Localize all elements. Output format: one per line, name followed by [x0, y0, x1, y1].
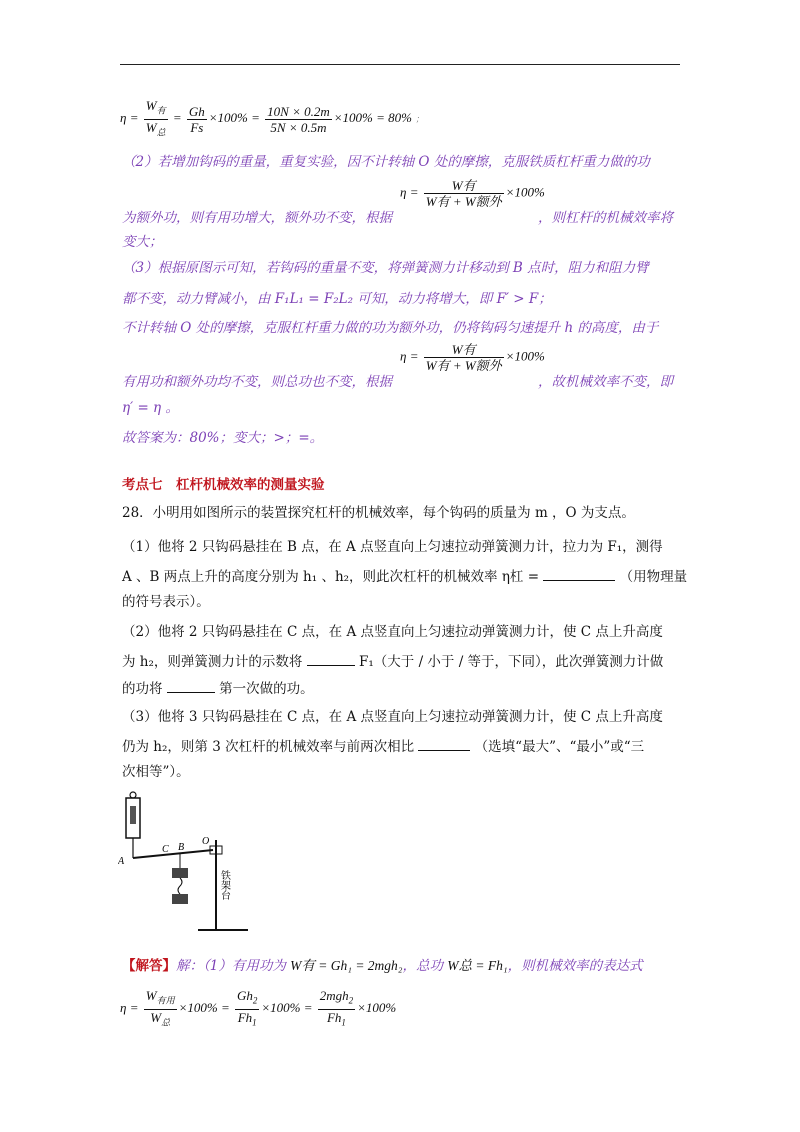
para3-line4a: 有用功和额外功均不变，则总功也不变，根据: [122, 374, 392, 390]
q28-p1-line1: （1）他将 2 只钩码悬挂在 B 点，在 A 点竖直向上匀速拉动弹簧测力计，拉力为 F₁，测得: [122, 539, 663, 555]
answer-line: 故答案为：80%；变大；>；=。: [122, 430, 324, 446]
label-a: A: [118, 856, 125, 867]
q28-p1-line2: A 、B 两点上升的高度分别为 h₁ 、h₂，则此次杠杆的机械效率 η杠 = （用物理量: [122, 566, 687, 587]
lever-apparatus-diagram: [118, 790, 268, 940]
weight-1: [172, 868, 188, 878]
para2-line3: 变大；: [122, 234, 163, 250]
para3-line2: 都不变，动力臂减小，由 F₁L₁ = F₂L₂ 可知，动力将增大，即 F′ > F；: [122, 291, 552, 307]
para2-line2a: 为额外功，则有用功增大，额外功不变，根据: [122, 210, 392, 226]
solution-formula: η = $\frac{W_{有用}}{W_总}$ ×100% = $\frac{Gh_2}{Fh_1}$ ×100% = $\frac{2mgh_2}{Fh_1}$ ×100%: [120, 988, 397, 1028]
para2-line2b: ，则杠杆的机械效率将: [538, 210, 673, 226]
q28-p3-line2: 仍为 h₂，则第 3 次杠杆的机械效率与前两次相比 （选填“最大”、“最小”或“三: [122, 736, 644, 757]
q28-p2-line1: （2）他将 2 只钩码悬挂在 C 点，在 A 点竖直向上匀速拉动弹簧测力计，使 C 点上升高度: [122, 624, 663, 640]
q28-p1-line3: 的符号表示）。: [122, 594, 210, 610]
para3-line5: η′ = η 。: [122, 400, 179, 416]
q28-p3-line3: 次相等”）。: [122, 764, 190, 780]
answer-blank-2[interactable]: [307, 651, 355, 666]
label-o: O: [202, 836, 210, 847]
q28-p2-line2: 为 h₂，则弹簧测力计的示数将 F₁（大于 / 小于 / 等于，下同），此次弹簧测力计做: [122, 651, 663, 672]
lever-bar: [133, 850, 213, 858]
efficiency-formula-2: η = $\frac{\text{W有}}{\text{W有 + W额外}}$ ×100%: [400, 178, 545, 209]
header-rule: [120, 64, 680, 65]
para2-line1: （2）若增加钩码的重量，重复实验，因不计转轴 O 处的摩擦，克服铁质杠杆重力做的功: [122, 154, 650, 170]
answer-blank-3[interactable]: [167, 678, 215, 693]
efficiency-formula-1: η = $\frac{W_有}{W_总}$ = $\frac{Gh}{Fs}$ ×100% = $\frac{10N \times 0.2m}{5N \times 0.5m}$ ×100% = 80% ；: [120, 98, 425, 138]
answer-blank-4[interactable]: [418, 736, 470, 751]
label-c: C: [162, 844, 169, 855]
q28-intro: 28．小明用如图所示的装置探究杠杆的机械效率，每个钩码的质量为 m ，O 为支点。: [122, 505, 635, 521]
efficiency-formula-3: η = $\frac{\text{W有}}{\text{W有 + W额外}}$ ×100%: [400, 342, 545, 373]
answer-blank-1[interactable]: [543, 566, 615, 581]
section-title: 考点七 杠杆机械效率的测量实验: [122, 477, 325, 493]
para3-line1: （3）根据原图示可知，若钩码的重量不变，将弹簧测力计移动到 B 点时，阻力和阻力臂: [122, 260, 649, 276]
solution-line1: 【解答】解：（1）有用功为 W有 = Gh₁ = 2mgh₂，总功 W总 = Fh₁，则机械效率的表达式: [122, 958, 643, 974]
para3-line4b: ，故机械效率不变，即: [538, 374, 673, 390]
weight-2: [172, 894, 188, 904]
label-stand: 铁架台: [218, 870, 230, 900]
label-b: B: [178, 842, 185, 853]
q28-p3-line1: （3）他将 3 只钩码悬挂在 C 点，在 A 点竖直向上匀速拉动弹簧测力计，使 C 点上升高度: [122, 709, 663, 725]
para3-line3: 不计转轴 O 处的摩擦，克服杠杆重力做的功为额外功，仍将钩码匀速提升 h 的高度，由于: [122, 320, 659, 336]
q28-p2-line3: 的功将 第一次做的功。: [122, 678, 314, 699]
